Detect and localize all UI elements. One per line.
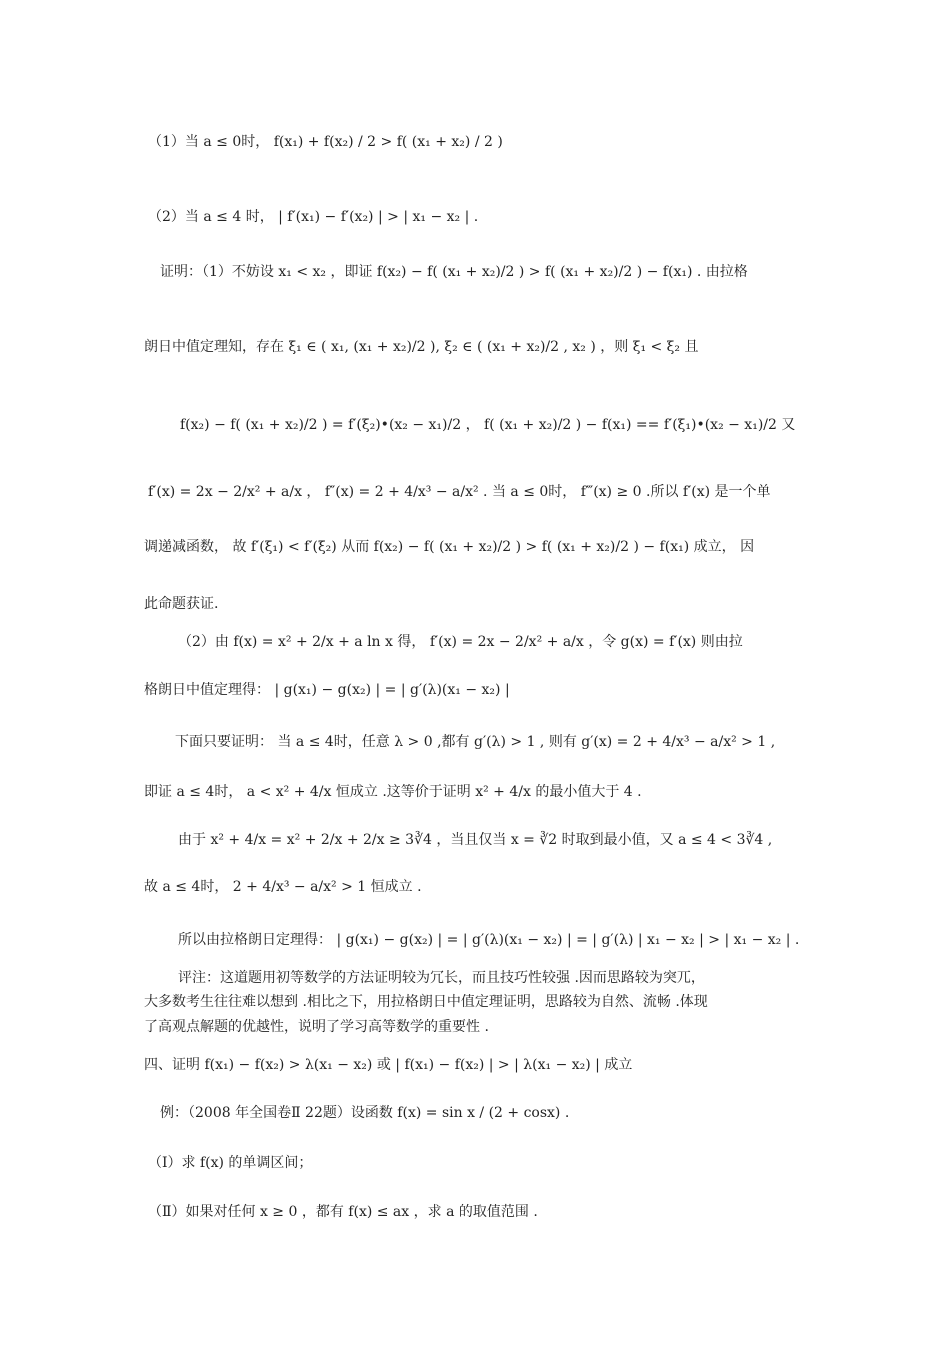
text-line-p6: f′(x) = 2x − 2/x² + a/x ， f″(x) = 2 + 4/x³ − a/x² . 当 a ≤ 0时， f‴(x) ≥ 0 .所以 f′(x) 是一个单: [148, 484, 771, 500]
text-line-p19: 四、证明 f(x₁) − f(x₂) > λ(x₁ − x₂) 或 | f(x₁) − f(x₂) | > | λ(x₁ − x₂) | 成立: [144, 1057, 633, 1073]
text-line-p12: 即证 a ≤ 4时， a < x² + 4/x 恒成立 .这等价于证明 x² + 4/x 的最小值大于 4 .: [144, 784, 642, 800]
text-line-p21: （Ⅰ）求 f(x) 的单调区间；: [148, 1155, 313, 1171]
text-line-p7: 调递减函数， 故 f′(ξ₁) < f′(ξ₂) 从而 f(x₂) − f( (x₁ + x₂)/2 ) > f( (x₁ + x₂)/2 ) − f(x₁) 成立， 因: [144, 539, 755, 555]
text-line-p10: 格朗日中值定理得： | g(x₁) − g(x₂) | = | g′(λ)(x₁ − x₂) |: [144, 682, 510, 698]
text-line-p2: （2）当 a ≤ 4 时， | f′(x₁) − f′(x₂) | > | x₁ − x₂ | .: [148, 209, 479, 225]
text-line-p5: f(x₂) − f( (x₁ + x₂)/2 ) = f′(ξ₂)•(x₂ − x₁)/2 ， f( (x₁ + x₂)/2 ) − f(x₁) == f′(ξ₁)•(x₂ − x₁)/2 又: [180, 417, 796, 433]
text-line-p1: （1）当 a ≤ 0时， f(x₁) + f(x₂) / 2 > f( (x₁ + x₂) / 2 ): [148, 134, 503, 150]
text-line-p17: 大多数考生往往难以想到 .相比之下，用拉格朗日中值定理证明，思路较为自然、流畅 .体现: [144, 994, 708, 1010]
text-line-p11: 下面只要证明： 当 a ≤ 4时，任意 λ > 0 ,都有 g′(λ) > 1 , 则有 g′(x) = 2 + 4/x³ − a/x² > 1 ,: [175, 734, 776, 750]
text-line-p14: 故 a ≤ 4时， 2 + 4/x³ − a/x² > 1 恒成立 .: [144, 879, 422, 895]
text-line-p16: 评注：这道题用初等数学的方法证明较为冗长，而且技巧性较强 .因而思路较为突兀，: [178, 970, 705, 986]
text-line-p20: 例：（2008 年全国卷Ⅱ 22题）设函数 f(x) = sin x / (2 + cosx) .: [160, 1105, 570, 1121]
text-line-p3: 证明：（1）不妨设 x₁ < x₂ ，即证 f(x₂) − f( (x₁ + x₂)/2 ) > f( (x₁ + x₂)/2 ) − f(x₁) . 由拉格: [160, 264, 748, 280]
text-line-p4: 朗日中值定理知，存在 ξ₁ ∈ ( x₁, (x₁ + x₂)/2 ), ξ₂ ∈ ( (x₁ + x₂)/2 , x₂ ) ，则 ξ₁ < ξ₂ 且: [144, 339, 699, 355]
text-line-p13: 由于 x² + 4/x = x² + 2/x + 2/x ≥ 3∛4 ，当且仅当 x = ∛2 时取到最小值，又 a ≤ 4 < 3∛4 ,: [178, 832, 773, 848]
text-line-p18: 了高观点解题的优越性，说明了学习高等数学的重要性 .: [144, 1019, 489, 1035]
text-line-p8: 此命题获证.: [144, 596, 219, 612]
text-line-p22: （Ⅱ）如果对任何 x ≥ 0 ，都有 f(x) ≤ ax ，求 a 的取值范围 .: [148, 1204, 538, 1220]
text-line-p9: （2）由 f(x) = x² + 2/x + a ln x 得， f′(x) = 2x − 2/x² + a/x ，令 g(x) = f′(x) 则由拉: [178, 634, 743, 650]
text-line-p15: 所以由拉格朗日定理得： | g(x₁) − g(x₂) | = | g′(λ)(x₁ − x₂) | = | g′(λ) | x₁ − x₂ | > | x₁ − x₂ | .: [178, 932, 800, 948]
